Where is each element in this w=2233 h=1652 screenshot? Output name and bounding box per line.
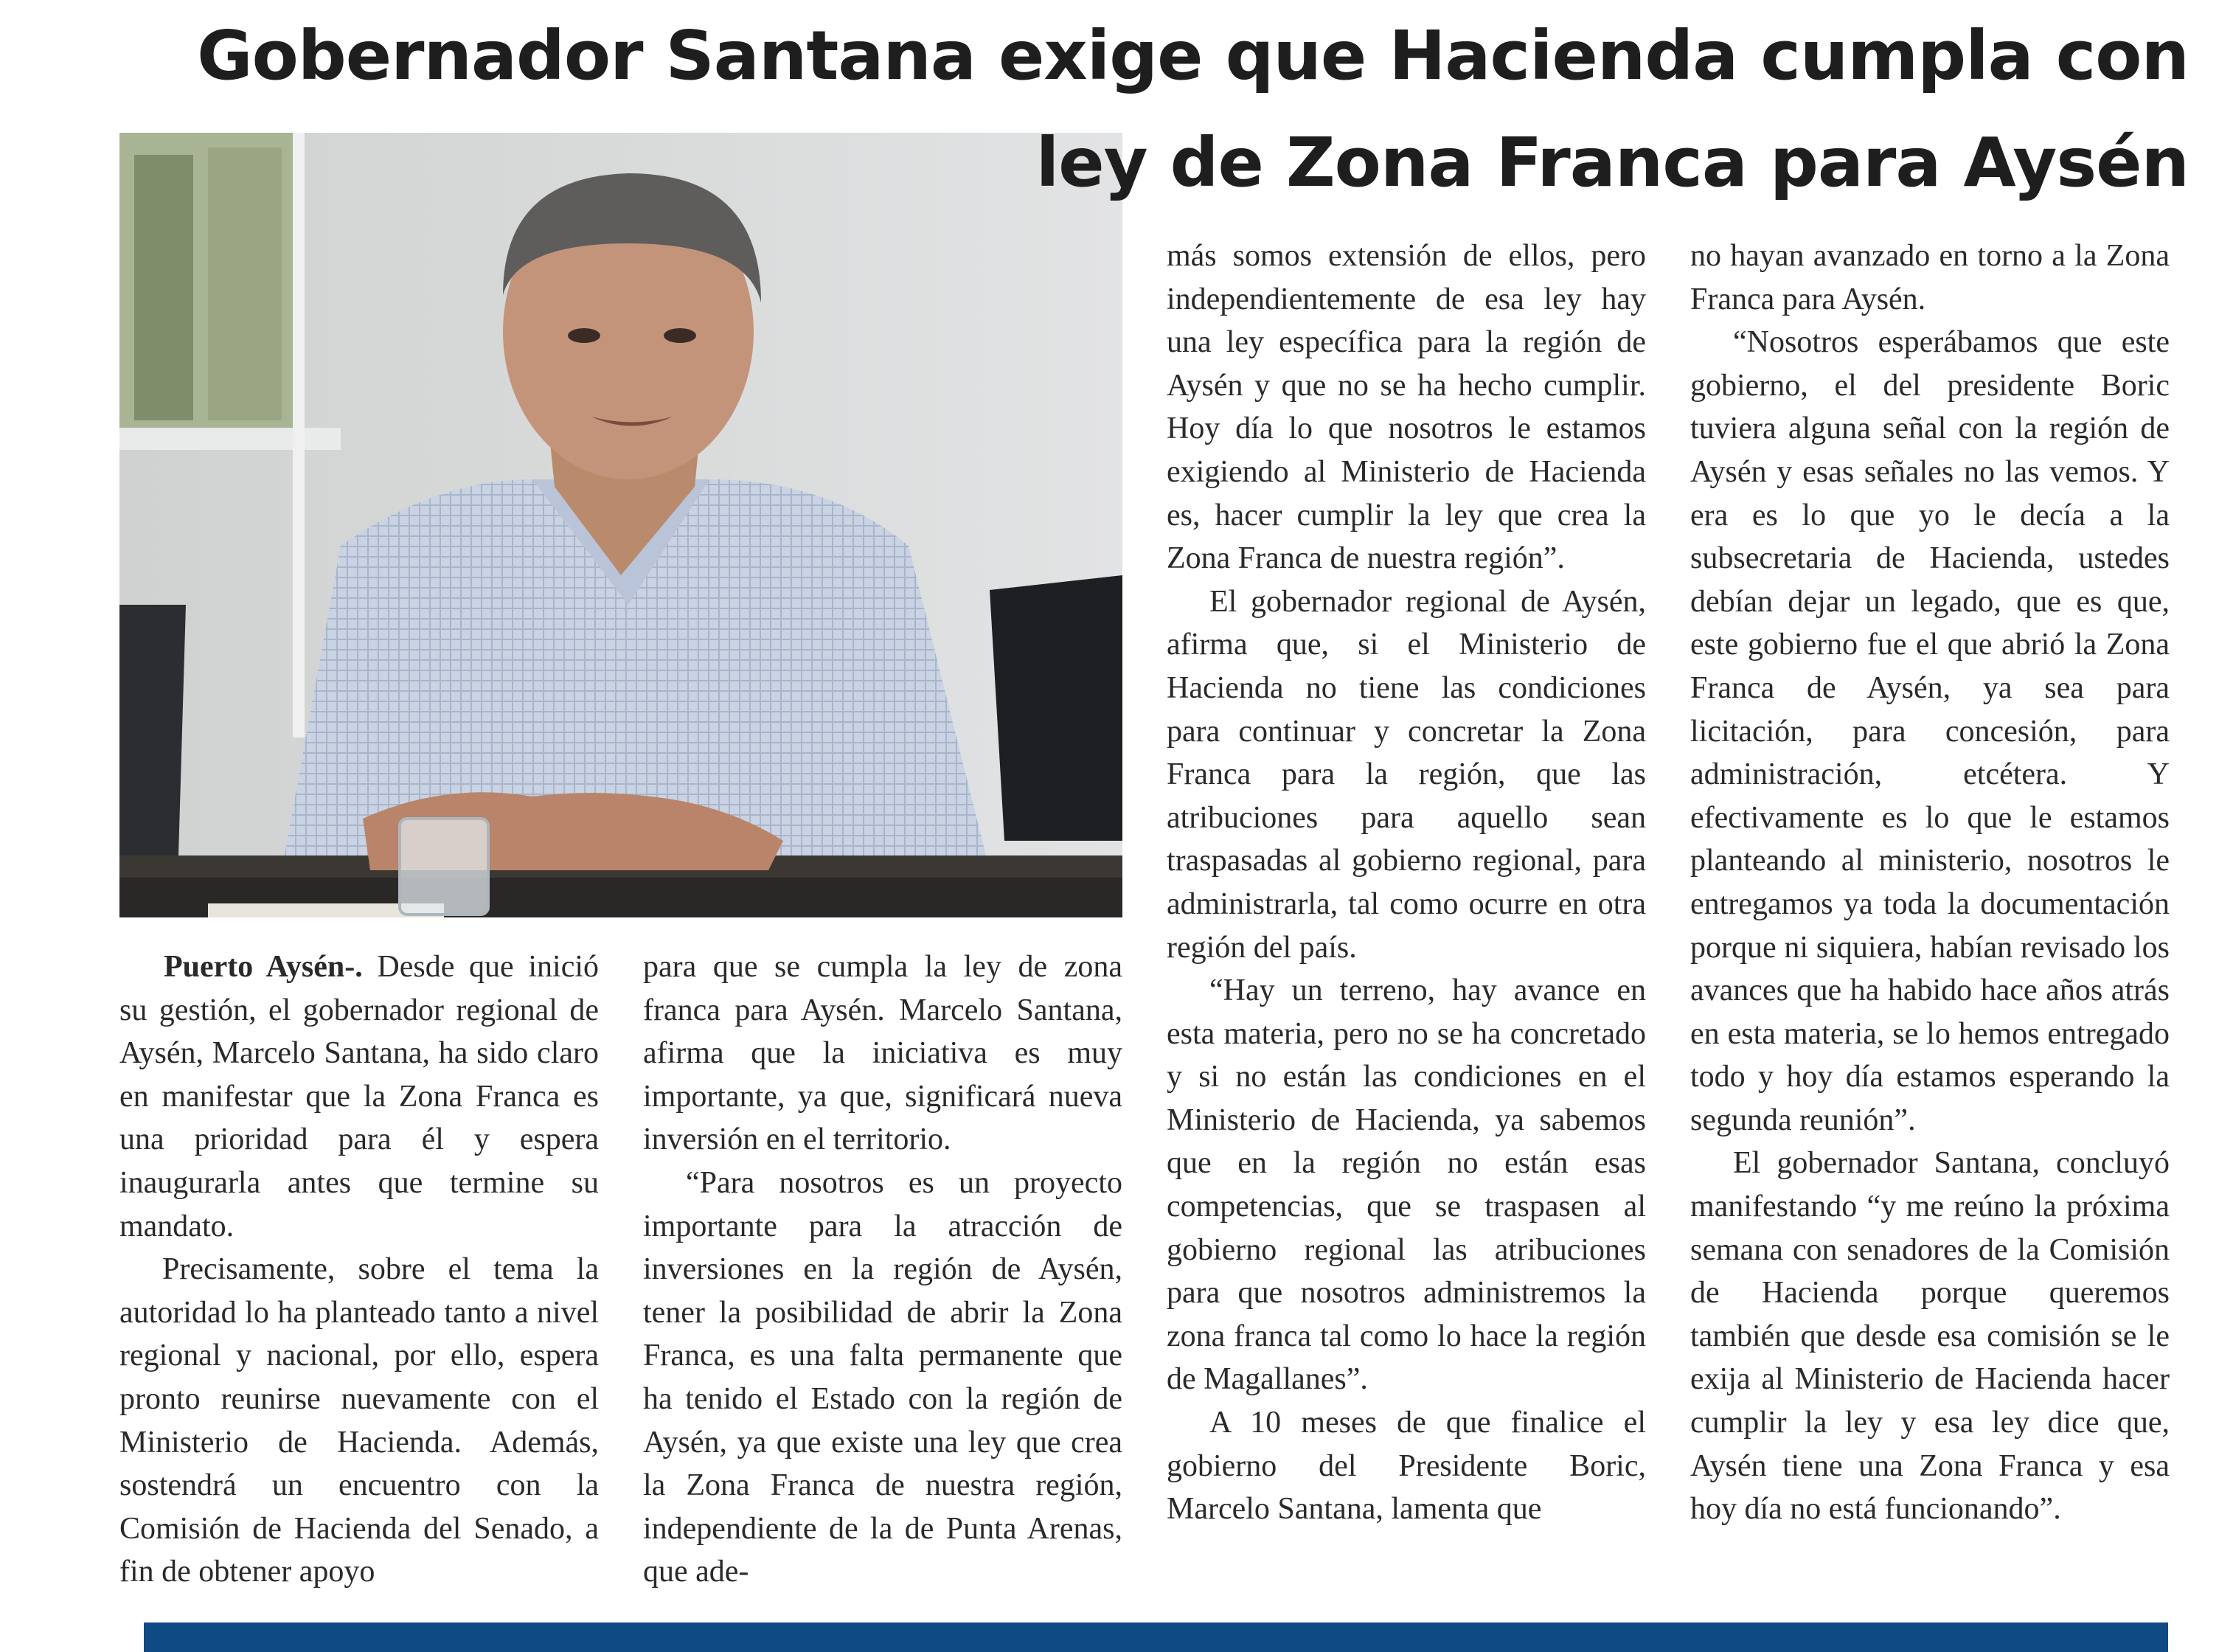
headline-line-1: Gobernador Santana exige que Hacienda cumpla con xyxy=(197,16,2189,95)
paragraph: “Hay un terreno, hay avance en esta materia, pero no se ha concretado y si no están las condiciones en el Ministerio de Hacienda, ya sabemos que en la región no están esas competencias, que se traspasen al gobierno regional las atribuciones para que nosotros administremos la zona franca tal como lo hace la región de Magallanes”. xyxy=(1167,974,1646,1397)
paragraph-intro xyxy=(119,945,599,1248)
article-column-2 xyxy=(643,945,1122,1594)
dateline: Puerto Aysén-. xyxy=(164,950,363,984)
paragraph: El gobernador regional de Aysén, afirma que, si el Ministerio de Hacienda no tiene las condiciones para continuar y concretar la Zona Franca para la región, que las atribuciones para aquello sean traspasadas al gobierno regional, para administrarla, tal como ocurre en otra región del país. xyxy=(1167,584,1646,965)
bottom-color-bar xyxy=(144,1622,2168,1652)
article-column-4 xyxy=(1690,235,2170,1531)
paragraph: “Para nosotros es un proyecto importante para la atracción de inversiones en la región de Aysén, tener la posibilidad de abrir la Zona Franca, es una falta permanente que ha tenido el Estado con la región de Aysén, ya que existe una ley que crea la Zona Franca de nuestra región, independiente de la de Punta Arenas, que ade- xyxy=(643,1165,1122,1589)
intro-text: Desde que inició su gestión, el gobernador regional de Aysén, Marcelo Santana, ha sido claro en manifestar que la Zona Franca es una prioridad para él y espera inaugurarla antes que termine su mandato. xyxy=(119,950,600,1243)
paragraph: no hayan avanzado en torno a la Zona Franca para Aysén. xyxy=(1690,239,2170,316)
governor-photo xyxy=(119,133,1122,917)
headline-line-2: ley de Zona Franca para Aysén xyxy=(1035,123,2189,202)
paragraph: A 10 meses de que finalice el gobierno del Presidente Boric, Marcelo Santana, lamenta que xyxy=(1167,1406,1646,1527)
paragraph: El gobernador Santana, concluyó manifestando “y me reúno la próxima semana con senadores de la Comisión de Hacienda porque queremos también que desde esa comisión se le exija al Ministerio de Hacienda hacer cumplir la ley y esa ley dice que, Aysén tiene una Zona Franca y esa hoy día no está funcionando”. xyxy=(1690,1146,2170,1527)
article-column-1 xyxy=(119,945,599,1594)
paragraph: “Nosotros esperábamos que este gobierno, el del presidente Boric tuviera alguna señal con la región de Aysén y esas señales no las vemos. Y era es lo que yo le decía a la subsecretaria de Hacienda, ustedes debían dejar un legado, que es que, este gobierno fue el que abrió la Zona Franca de Aysén, ya sea para licitación, para concesión, para administración, etcétera. Y efectivamente es lo que le estamos planteando al ministerio, nosotros le entregamos ya toda la documentación porque ni siquiera, habían revisado los avances que ha habido hace años atrás en esta materia, se lo hemos entregado todo y hoy día estamos esperando la segunda reunión”. xyxy=(1690,325,2170,1137)
paragraph: para que se cumpla la ley de zona franca para Aysén. Marcelo Santana, afirma que la iniciativa es muy importante, ya que, significará nueva inversión en el territorio. xyxy=(643,950,1122,1157)
paragraph: Precisamente, sobre el tema la autoridad lo ha planteado tanto a nivel regional y nacional, por ello, espera pronto reunirse nuevamente con el Ministerio de Hacienda. Además, sostendrá un encuentro con la Comisión de Hacienda del Senado, a fin de obtener apoyo xyxy=(119,1252,599,1589)
paragraph: más somos extensión de ellos, pero independientemente de esa ley hay una ley específica para la región de Aysén y que no se ha hecho cumplir. Hoy día lo que nosotros le estamos exigiendo al Ministerio de Hacienda es, hacer cumplir la ley que crea la Zona Franca de nuestra región”. xyxy=(1167,239,1646,576)
article-column-3 xyxy=(1167,235,1646,1531)
